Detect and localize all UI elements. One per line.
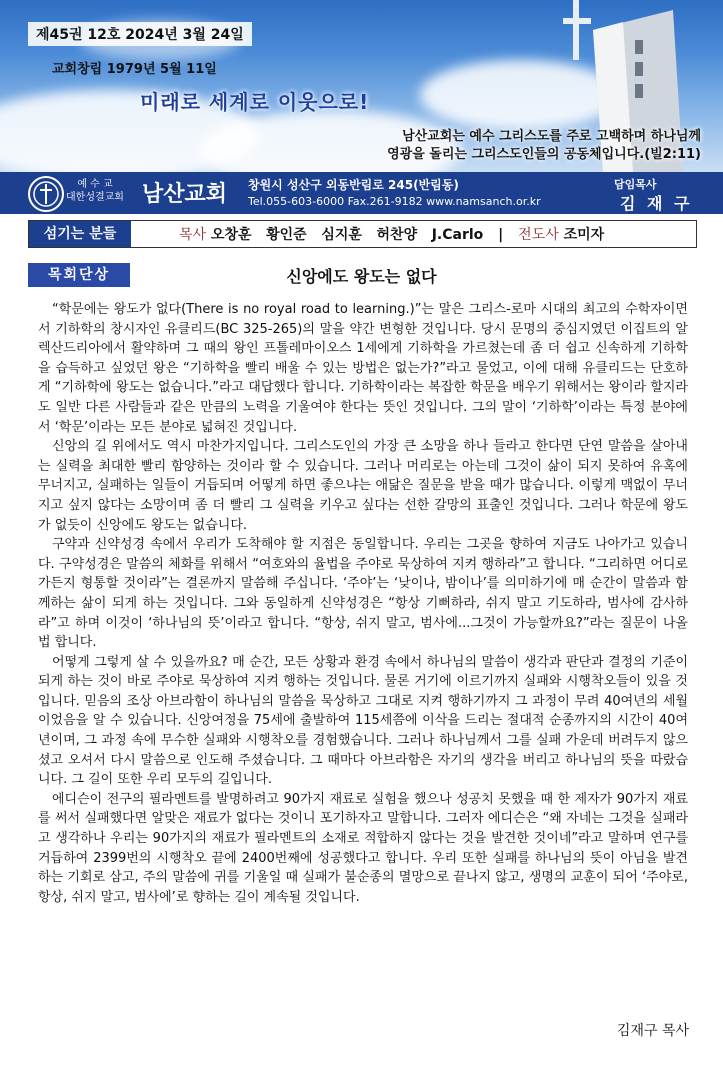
church-logo-icon [28,176,64,212]
servers-list [179,224,604,244]
denomination-line: 예 수 교 [77,179,113,190]
denomination-line: 대한성결교회 [66,192,124,203]
pastor-name: 김 재 구 [620,194,693,213]
column-title: 신앙에도 왕도는 없다 [286,267,437,286]
paragraph: 신앙의 길 위에서도 역시 마찬가지입니다. 그리스도인의 가장 큰 소망을 하나 들라고 한다면 단연 말씀을 살아내는 실력을 최대한 빨리 함양하는 것이라 할 수 있습니다. 그러나 머리로는 아는데 그것이 삶이 되지 못하여 유혹에 무너지고, 실패하는 일들이 거듭되며 어떻게 하면 좋으냐는 애닮은 질문을 받을 때가 많습니다. 이렇게 맥없이 무너지고 싶지 않다는 소망이며 좀 더 빨리 그 실력을 키우고 싶다는 선한 갈망의 표출인 것입니다. 그러나 학문에 왕도가 없듯이 신앙에도 왕도는 없습니다. [38,439,688,533]
church-info-bar [0,172,723,214]
column-author: 김재구 목사 [616,1023,689,1039]
pastor-label: 목사 [179,227,207,243]
separator: | [498,227,504,243]
vision-statement [387,128,701,164]
paragraph: 구약과 신약성경 속에서 우리가 도착해야 할 지점은 동일합니다. 우리는 그곳을 향하여 지금도 나아가고 있습니다. 구약성경은 말씀의 체화를 위해서 “여호와의 율법을 주야로 묵상하여 지켜 행하라”고 합니다. “그리하면 어디로 가든지 형통할 것이라”는 결론까지 말씀해 주십니다. ‘주야’는 ‘낮이나, 밤이나’를 의미하기에 매 순간이 말씀과 함께하는 삶이 되게 하는 것입니다. 그와 동일하게 신약성경은 “항상 기뻐하라, 쉬지 말고 기도하라, 범사에 감사하라”고 하며 이것이 ‘하나님의 뜻’이라고 합니다. “항상, 쉬지 말고, 범사에...그것이 가능할까요?”라는 질문이 나올 법 합니다. [38,537,688,651]
evangelist-name: 조미자 [563,227,605,243]
issue-info: 제45권 12호 2024년 3월 24일 [28,22,252,46]
founded-date: 교회창립 1979년 5월 11일 [52,62,217,77]
church-address: 창원시 성산구 외동반림로 245(반림동) [248,178,459,192]
column-label: 목회단상 [28,263,130,287]
vision-line: 남산교회는 예수 그리스도를 주로 고백하며 하나님께 [402,129,701,144]
denomination [66,178,124,204]
church-contact: Tel.055-603-6000 Fax.261-9182 www.namsanch.or.kr [248,195,541,208]
pastor-role: 담임목사 [614,178,657,191]
paragraph: 에디슨이 전구의 필라멘트를 발명하려고 90가지 재료로 실험을 했으나 성공치 못했을 때 한 제자가 90가지 재료를 써서 실패했다면 알맞은 재료가 없다는 것이니 포기하자고 말합니다. 그러자 에디슨은 “왜 자네는 그것을 실패라고 생각하나 우리는 90가지의 재료가 필라멘트의 소재로 적합하지 않다는 것을 발견한 것이네”라고 말하며 연구를 거듭하여 2399번의 시행착오 끝에 2400번째에 성공했다고 합니다. 우리 또한 실패를 하나님의 뜻이 아님을 발견하는 기회로 삼고, 주의 말씀에 귀를 기울일 때 실패가 불순종의 멸망으로 끝나지 않고, 생명의 교훈이 되어 ‘주야로, 항상, 쉬지 말고, 범사에’로 향하는 길이 계속될 것입니다. [38,791,688,905]
servers-row [28,220,697,248]
church-name: 남산교회 [142,181,228,207]
evangelist-label: 전도사 [518,227,559,243]
vision-line: 영광을 돌리는 그리스도인들의 공동체입니다.(빌2:11) [387,147,701,162]
column-body [38,300,688,907]
paragraph: “학문에는 왕도가 없다(There is no royal road to learning.)”는 말은 그리스-로마 시대의 최고의 수학자이면서 기하학의 창시자인 유클리드(BC 325-265)의 말을 약간 변형한 것입니다. 당시 문명의 중심지였던 이집트의 알렉산드리아에서 활약하며 그 때의 왕인 프톨레마이오스 1세에게 기하학을 가르쳤는데 좀 더 쉽고 신속하게 기하학을 습득하고 싶었던 왕은 “기하학을 빨리 배울 수 있는 방법은 없는가?”라고 물었고, 이에 대해 유클리드는 단호하게 “기하학에 왕도는 없습니다.”라고 대답했다 합니다. 기하학이라는 복잡한 학문을 배우기 위해서는 왕이라 할지라도 일반 다른 사람들과 같은 만큼의 노력을 기울여야 한다는 뜻인 것입니다. 그의 말이 ‘기하학’이라는 특정 분야에서 ‘학문’이라는 모든 분야로 넓혀진 것입니다. [38,302,688,435]
header-banner [0,0,723,172]
slogan: 미래로 세계로 이웃으로! [140,90,370,114]
pastor-names: 오창훈 황인준 심지훈 허찬양 J.Carlo [210,227,484,243]
paragraph: 어떻게 그렇게 살 수 있을까요? 매 순간, 모든 상황과 환경 속에서 하나님의 말씀이 생각과 판단과 결정의 기준이 되게 하는 것이 바로 주야로 묵상하여 지켜 행하는 것입니다. 물론 거기에 이르기까지 실패와 시행착오들이 있을 것입니다. 믿음의 조상 아브라함이 하나님의 말씀을 묵상하고 그대로 지켜 행하기까지 그 과정이 무려 40여년의 세월이었음을 알 수 있습니다. 신앙여정을 75세에 출발하여 115세쯤에 이삭을 드리는 절대적 순종까지의 시간이 40여년이며, 그 과정 속에 무수한 실패와 시행착오를 경험했습니다. 그러나 하나님께서 그를 실패 가운데 버려두지 않으셨고 오셔서 다시 말씀으로 인도해 주셨습니다. 그 때마다 아브라함은 자기의 생각을 버리고 하나님의 뜻을 따랐습니다. 그 길이 또한 우리 모두의 길입니다. [38,654,688,788]
servers-label: 섬기는 분들 [29,221,131,247]
